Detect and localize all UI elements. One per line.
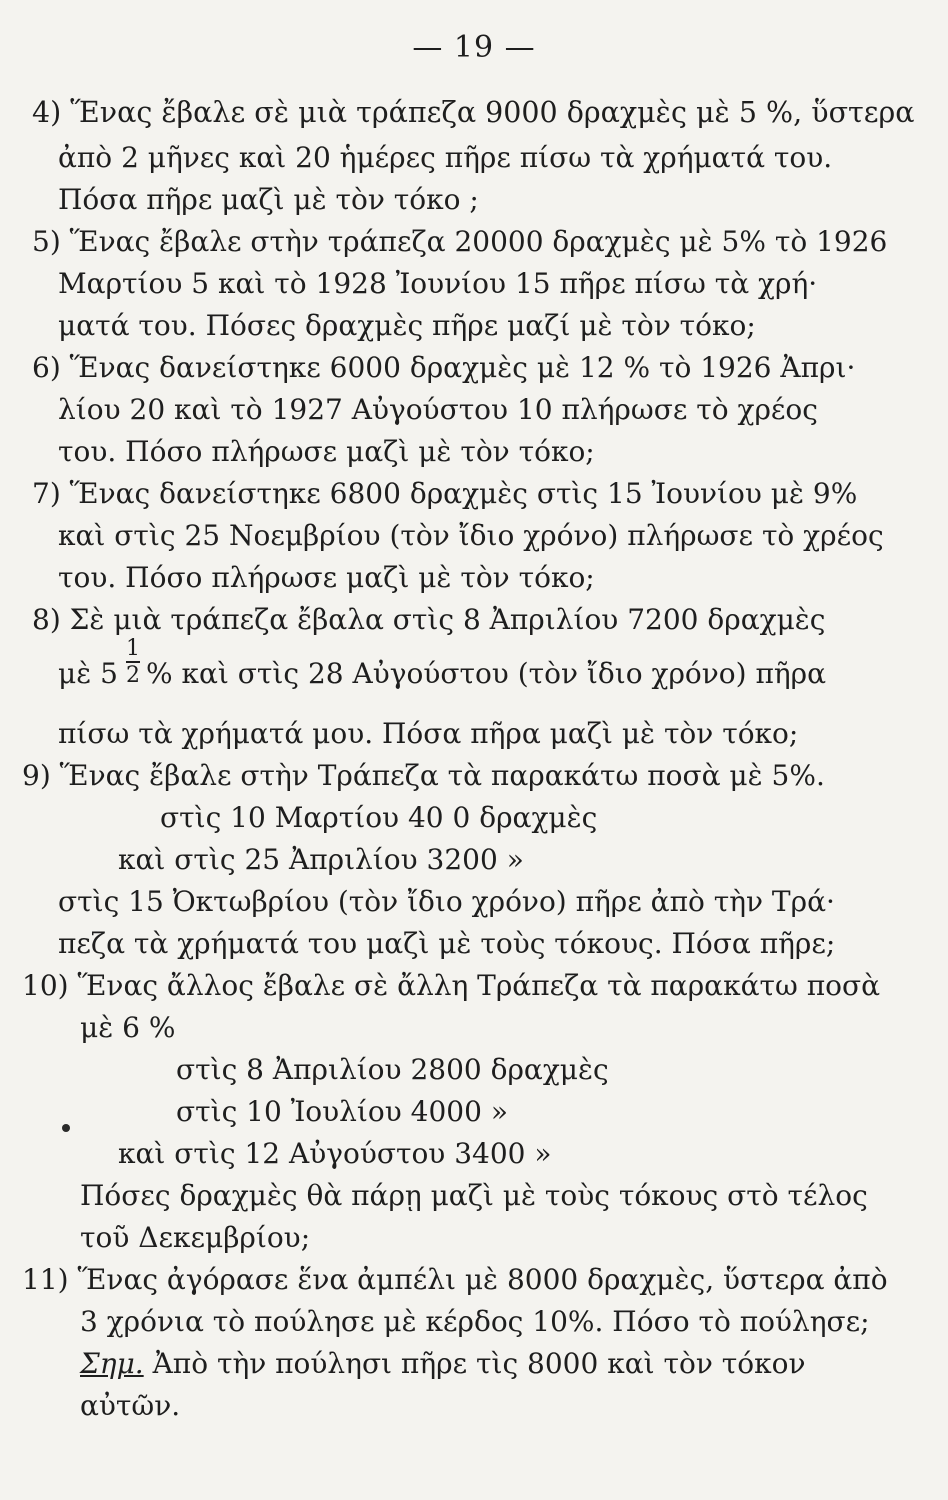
problem-10-line-1: 10) Ἕνας ἄλλος ἔβαλε σὲ ἄλλη Τράπεζα τὰ παρακάτω ποσὰ xyxy=(22,969,880,1002)
problem-8-line-2a: μὲ 5 xyxy=(58,657,118,690)
problem-10-line-3: Πόσες δραχμὲς θὰ πάρῃ μαζὶ μὲ τοὺς τόκους στὸ τέλος xyxy=(80,1179,868,1212)
problem-11-line-4: αὐτῶν. xyxy=(80,1389,181,1422)
fraction-denominator: 2 xyxy=(126,663,140,688)
problem-7-line-3: του. Πόσο πλήρωσε μαζὶ μὲ τὸν τόκο; xyxy=(58,561,595,594)
problem-8-line-2b: % καὶ στὶς 28 Αὐγούστου (τὸν ἴδιο χρόνο) πῆρα xyxy=(146,657,827,690)
ink-dot-mark xyxy=(62,1124,70,1132)
problem-8-line-1: 8) Σὲ μιὰ τράπεζα ἔβαλα στὶς 8 Ἀπριλίου 7200 δραχμὲς xyxy=(32,603,826,636)
problem-10-deposit-2: στὶς 10 Ἰουλίου 4000 » xyxy=(176,1095,508,1128)
problem-9-line-2: στὶς 15 Ὀκτωβρίου (τὸν ἴδιο χρόνο) πῆρε ἀπὸ τὴν Τρά· xyxy=(58,885,835,918)
problem-6-line-1: 6) Ἕνας δανείστηκε 6000 δραχμὲς μὲ 12 % τὸ 1926 Ἀπρι· xyxy=(32,351,856,384)
problem-10-line-4: τοῦ Δεκεμβρίου; xyxy=(80,1221,311,1254)
problem-10-deposit-3: καὶ στὶς 12 Αὐγούστου 3400 » xyxy=(118,1137,552,1170)
problem-5-line-3: ματά του. Πόσες δραχμὲς πῆρε μαζί μὲ τὸν τόκο; xyxy=(58,309,756,342)
fraction-numerator: 1 xyxy=(126,636,140,661)
page-number: — 19 — xyxy=(412,30,536,65)
problem-9-deposit-1: στὶς 10 Μαρτίου 40 0 δραχμὲς xyxy=(160,801,598,834)
problem-5-line-1: 5) Ἕνας ἔβαλε στὴν τράπεζα 20000 δραχμὲς μὲ 5% τὸ 1926 xyxy=(32,225,888,258)
problem-11-line-1: 11) Ἕνας ἀγόρασε ἕνα ἀμπέλι μὲ 8000 δραχμὲς, ὕστερα ἀπὸ xyxy=(22,1263,888,1296)
problem-9-line-1: 9) Ἕνας ἔβαλε στὴν Τράπεζα τὰ παρακάτω ποσὰ μὲ 5%. xyxy=(22,759,825,792)
problem-11-note xyxy=(80,1346,805,1382)
problem-6-line-3: του. Πόσο πλήρωσε μαζὶ μὲ τὸν τόκο; xyxy=(58,435,595,468)
problem-5-line-2: Μαρτίου 5 καὶ τὸ 1928 Ἰουνίου 15 πῆρε πίσω τὰ χρή· xyxy=(58,267,818,300)
problem-7-line-1: 7) Ἕνας δανείστηκε 6800 δραχμὲς στὶς 15 Ἰουνίου μὲ 9% xyxy=(32,477,858,510)
problem-11-line-2: 3 χρόνια τὸ πούλησε μὲ κέρδος 10%. Πόσο τὸ πούλησε; xyxy=(80,1305,870,1338)
note-label: Σημ. xyxy=(80,1347,144,1380)
problem-10-deposit-1: στὶς 8 Ἀπριλίου 2800 δραχμὲς xyxy=(176,1053,609,1086)
note-text: Ἀπὸ τὴν πούλησι πῆρε τὶς 8000 καὶ τὸν τόκον xyxy=(143,1347,806,1380)
fraction-one-half xyxy=(126,638,140,687)
problem-6-line-2: λίου 20 καὶ τὸ 1927 Αὐγούστου 10 πλήρωσε τὸ χρέος xyxy=(58,393,818,426)
problem-7-line-2: καὶ στὶς 25 Νοεμβρίου (τὸν ἴδιο χρόνο) πλήρωσε τὸ χρέος xyxy=(58,519,884,552)
problem-4-line-1: 4) Ἕνας ἔβαλε σὲ μιὰ τράπεζα 9000 δραχμὲς μὲ 5 %, ὕστερα xyxy=(32,96,915,129)
problem-10-line-2: μὲ 6 % xyxy=(80,1011,176,1044)
problem-9-line-3: πεζα τὰ χρήματά του μαζὶ μὲ τοὺς τόκους. Πόσα πῆρε; xyxy=(58,927,836,960)
problem-8-line-3: πίσω τὰ χρήματά μου. Πόσα πῆρα μαζὶ μὲ τὸν τόκο; xyxy=(58,717,799,750)
problem-4-line-3: Πόσα πῆρε μαζὶ μὲ τὸν τόκο ; xyxy=(58,183,479,216)
problem-9-deposit-2: καὶ στὶς 25 Ἀπριλίου 3200 » xyxy=(118,843,524,876)
problem-4-line-2: ἀπὸ 2 μῆνες καὶ 20 ἡμέρες πῆρε πίσω τὰ χρήματά του. xyxy=(58,141,833,174)
